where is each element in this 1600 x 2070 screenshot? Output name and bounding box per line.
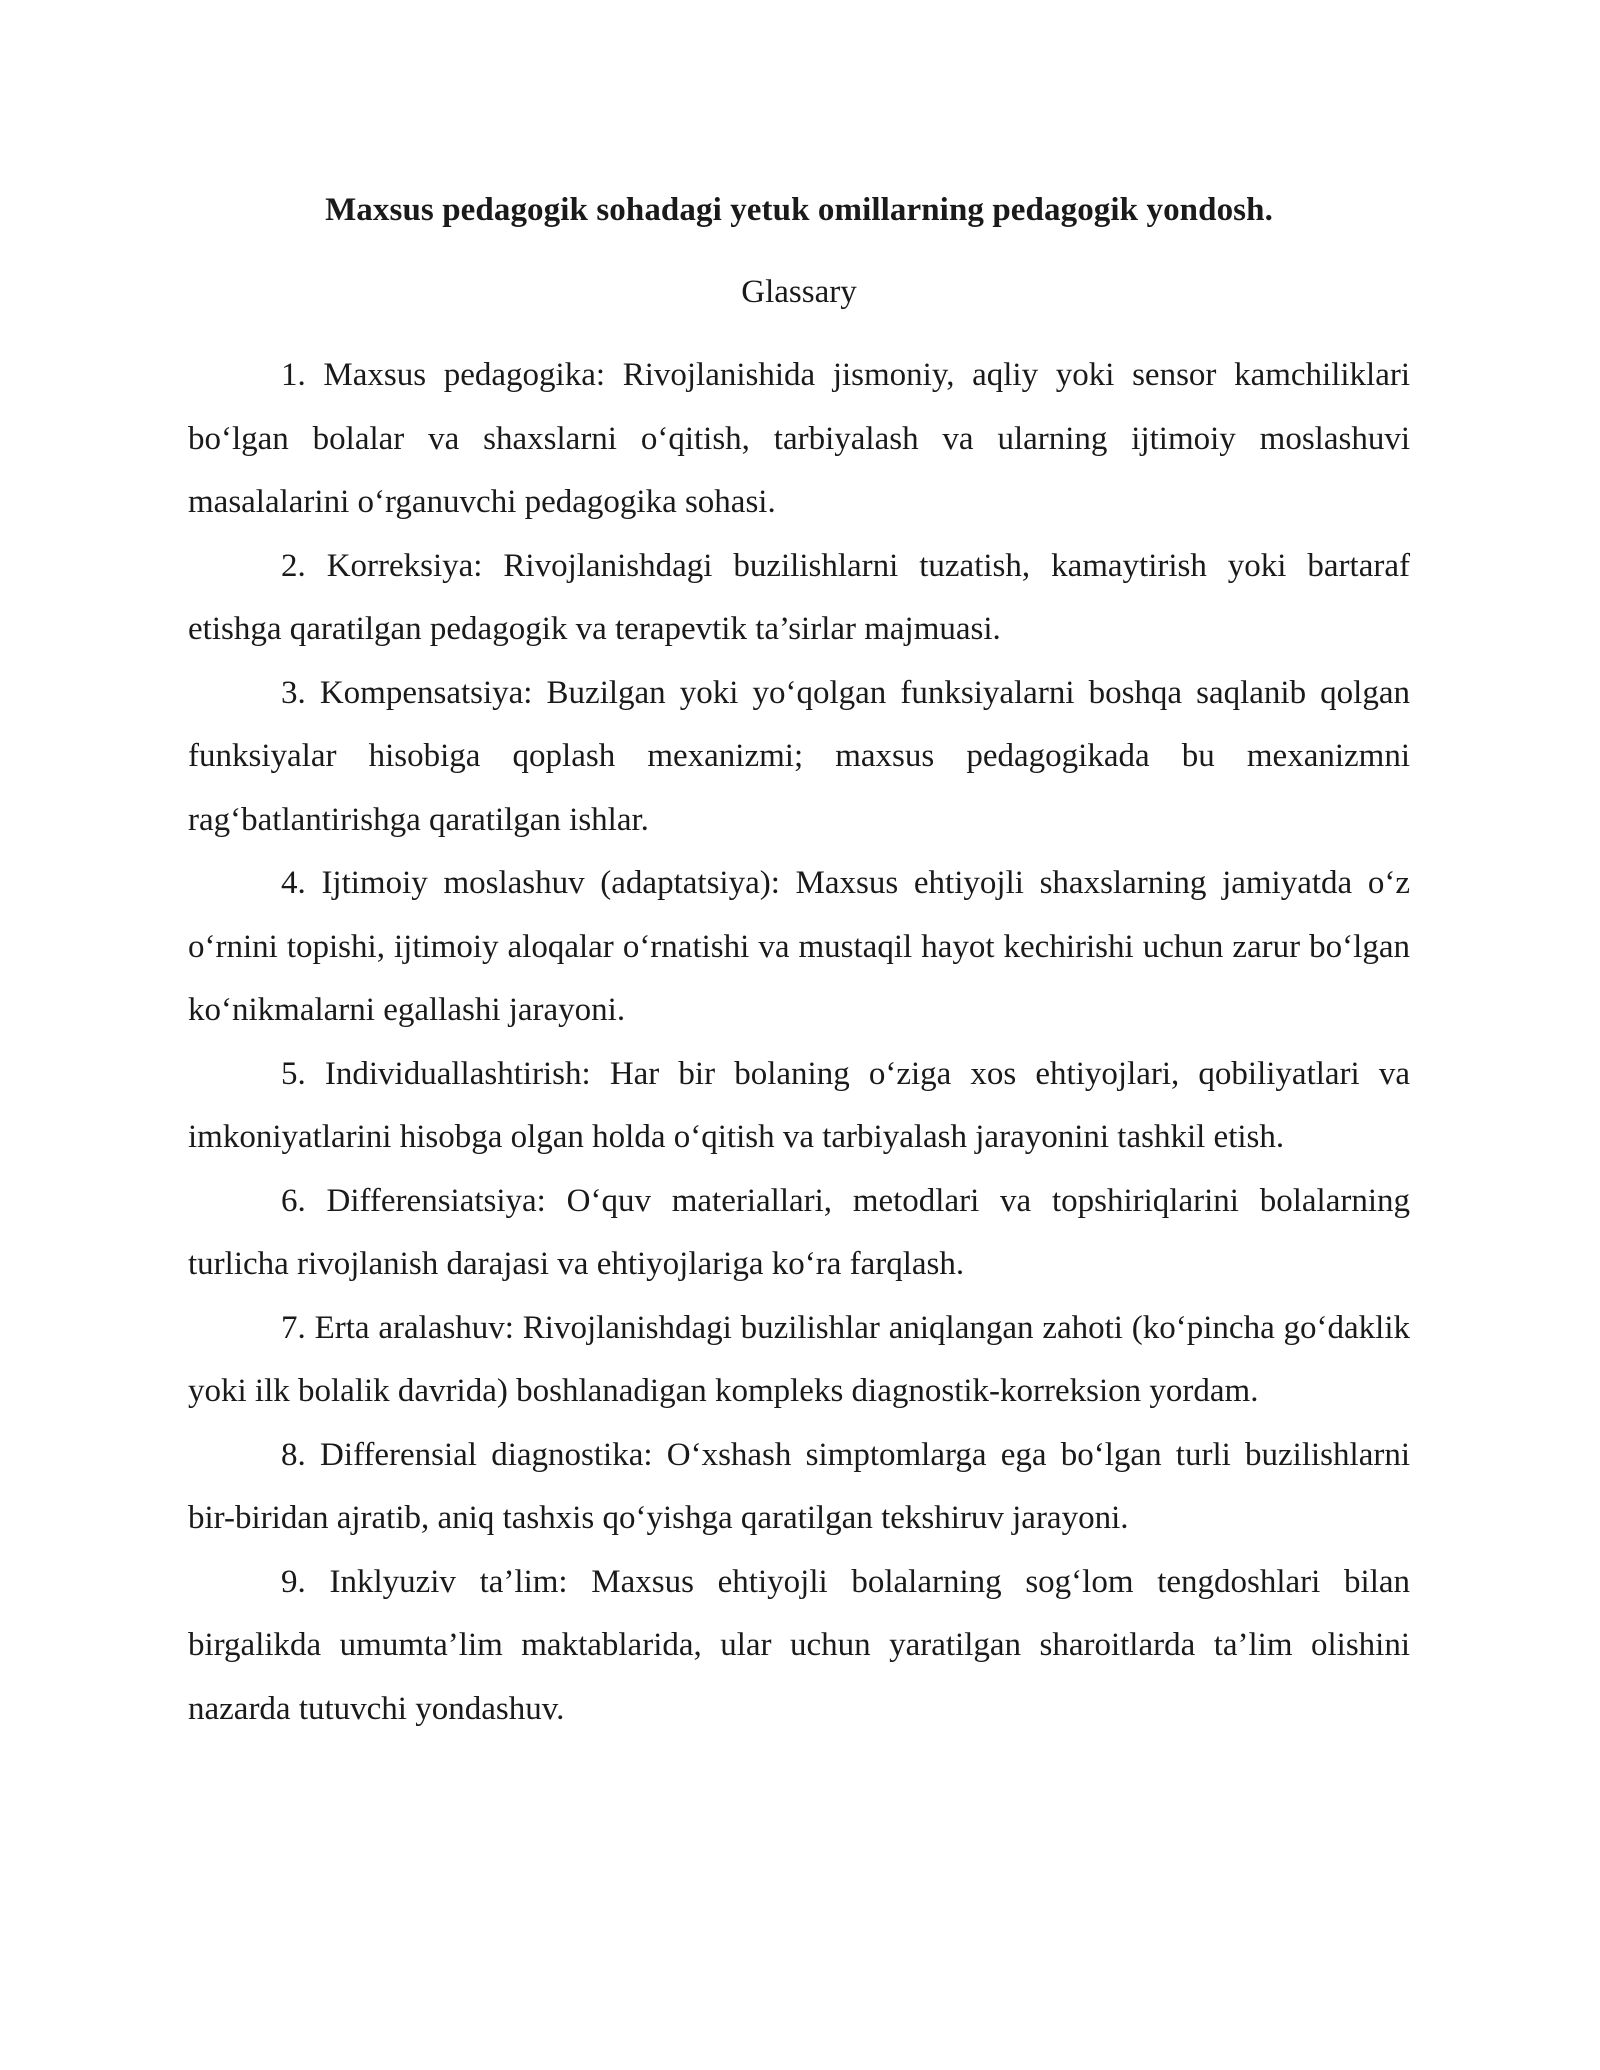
glossary-entry <box>188 1424 1410 1551</box>
glossary-entry <box>188 1297 1410 1424</box>
entry-number: 3. <box>281 674 306 711</box>
entry-number: 5. <box>281 1055 306 1092</box>
glossary-entry <box>188 535 1410 662</box>
entry-number: 8. <box>281 1436 306 1473</box>
entry-text: Inklyuziv ta’lim: Maxsus ehtiyojli bolalarning sog‘lom tengdoshlari bilan birgalikda umumta’lim maktablarida, ular uchun yaratilgan sharoitlarda ta’lim olishini nazarda tutuvchi yondashuv. <box>188 1563 1411 1727</box>
glossary-list <box>188 344 1410 1741</box>
document-title: Maxsus pedagogik sohadagi yetuk omillarning pedagogik yondosh. <box>325 192 1273 228</box>
entry-number: 1. <box>281 357 306 393</box>
document-page <box>188 180 1410 1741</box>
entry-number: 4. <box>281 865 306 901</box>
entry-number: 6. <box>281 1182 306 1219</box>
entry-text: Individuallashtirish: Har bir bolaning o‘ziga xos ehtiyojlari, qobiliyatlari va imkoniyatlarini hisobga olgan holda o‘qitish va tarbiyalash jarayonini tashkil etish. <box>188 1055 1410 1155</box>
entry-text: Kompensatsiya: Buzilgan yoki yo‘qolgan funksiyalarni boshqa saqlanib qolgan funksiyalar hisobiga qoplash mexanizmi; maxsus pedagogikada bu mexanizmni rag‘batlantirishga qaratilgan ishlar. <box>188 674 1410 838</box>
glossary-entry <box>188 1170 1410 1297</box>
entry-number: 2. <box>281 547 306 584</box>
entry-text: Maxsus pedagogika: Rivojlanishida jismoniy, aqliy yoki sensor kamchiliklari bo‘lgan bolalar va shaxslarni o‘qitish, tarbiyalash va ularning ijtimoiy moslashuvi masalalarini o‘rganuvchi pedagogika sohasi. <box>188 357 1411 520</box>
entry-text: Differensial diagnostika: O‘xshash simptomlarga ega bo‘lgan turli buzilishlarni bir-biridan ajratib, aniq tashxis qo‘yishga qaratilgan tekshiruv jarayoni. <box>188 1436 1410 1536</box>
entry-text: Ijtimoiy moslashuv (adaptatsiya): Maxsus ehtiyojli shaxslarning jamiyatda o‘z o‘rnini topishi, ijtimoiy aloqalar o‘rnatishi va mustaqil hayot kechirishi uchun zarur bo‘lgan ko‘nikmalarni egallashi jarayoni. <box>188 865 1410 1028</box>
glossary-entry <box>188 1551 1410 1742</box>
glossary-entry <box>188 852 1410 1043</box>
entry-text: Erta aralashuv: Rivojlanishdagi buzilishlar aniqlangan zahoti (ko‘pincha go‘daklik yoki ilk bolalik davrida) boshlanadigan kompleks diagnostik-korreksion yordam. <box>188 1309 1411 1409</box>
entry-text: Differensiatsiya: O‘quv materiallari, metodlari va topshiriqlarini bolalarning turlicha rivojlanish darajasi va ehtiyojlariga ko‘ra farqlash. <box>188 1182 1411 1282</box>
glossary-entry <box>188 344 1410 535</box>
entry-text: Korreksiya: Rivojlanishdagi buzilishlarni tuzatish, kamaytirish yoki bartaraf etishga qaratilgan pedagogik va terapevtik ta’sirlar majmuasi. <box>188 547 1410 647</box>
entry-number: 7. <box>281 1309 306 1346</box>
entry-number: 9. <box>281 1563 306 1600</box>
document-subtitle: Glassary <box>741 274 857 310</box>
glossary-entry <box>188 1043 1410 1170</box>
glossary-entry <box>188 662 1410 853</box>
